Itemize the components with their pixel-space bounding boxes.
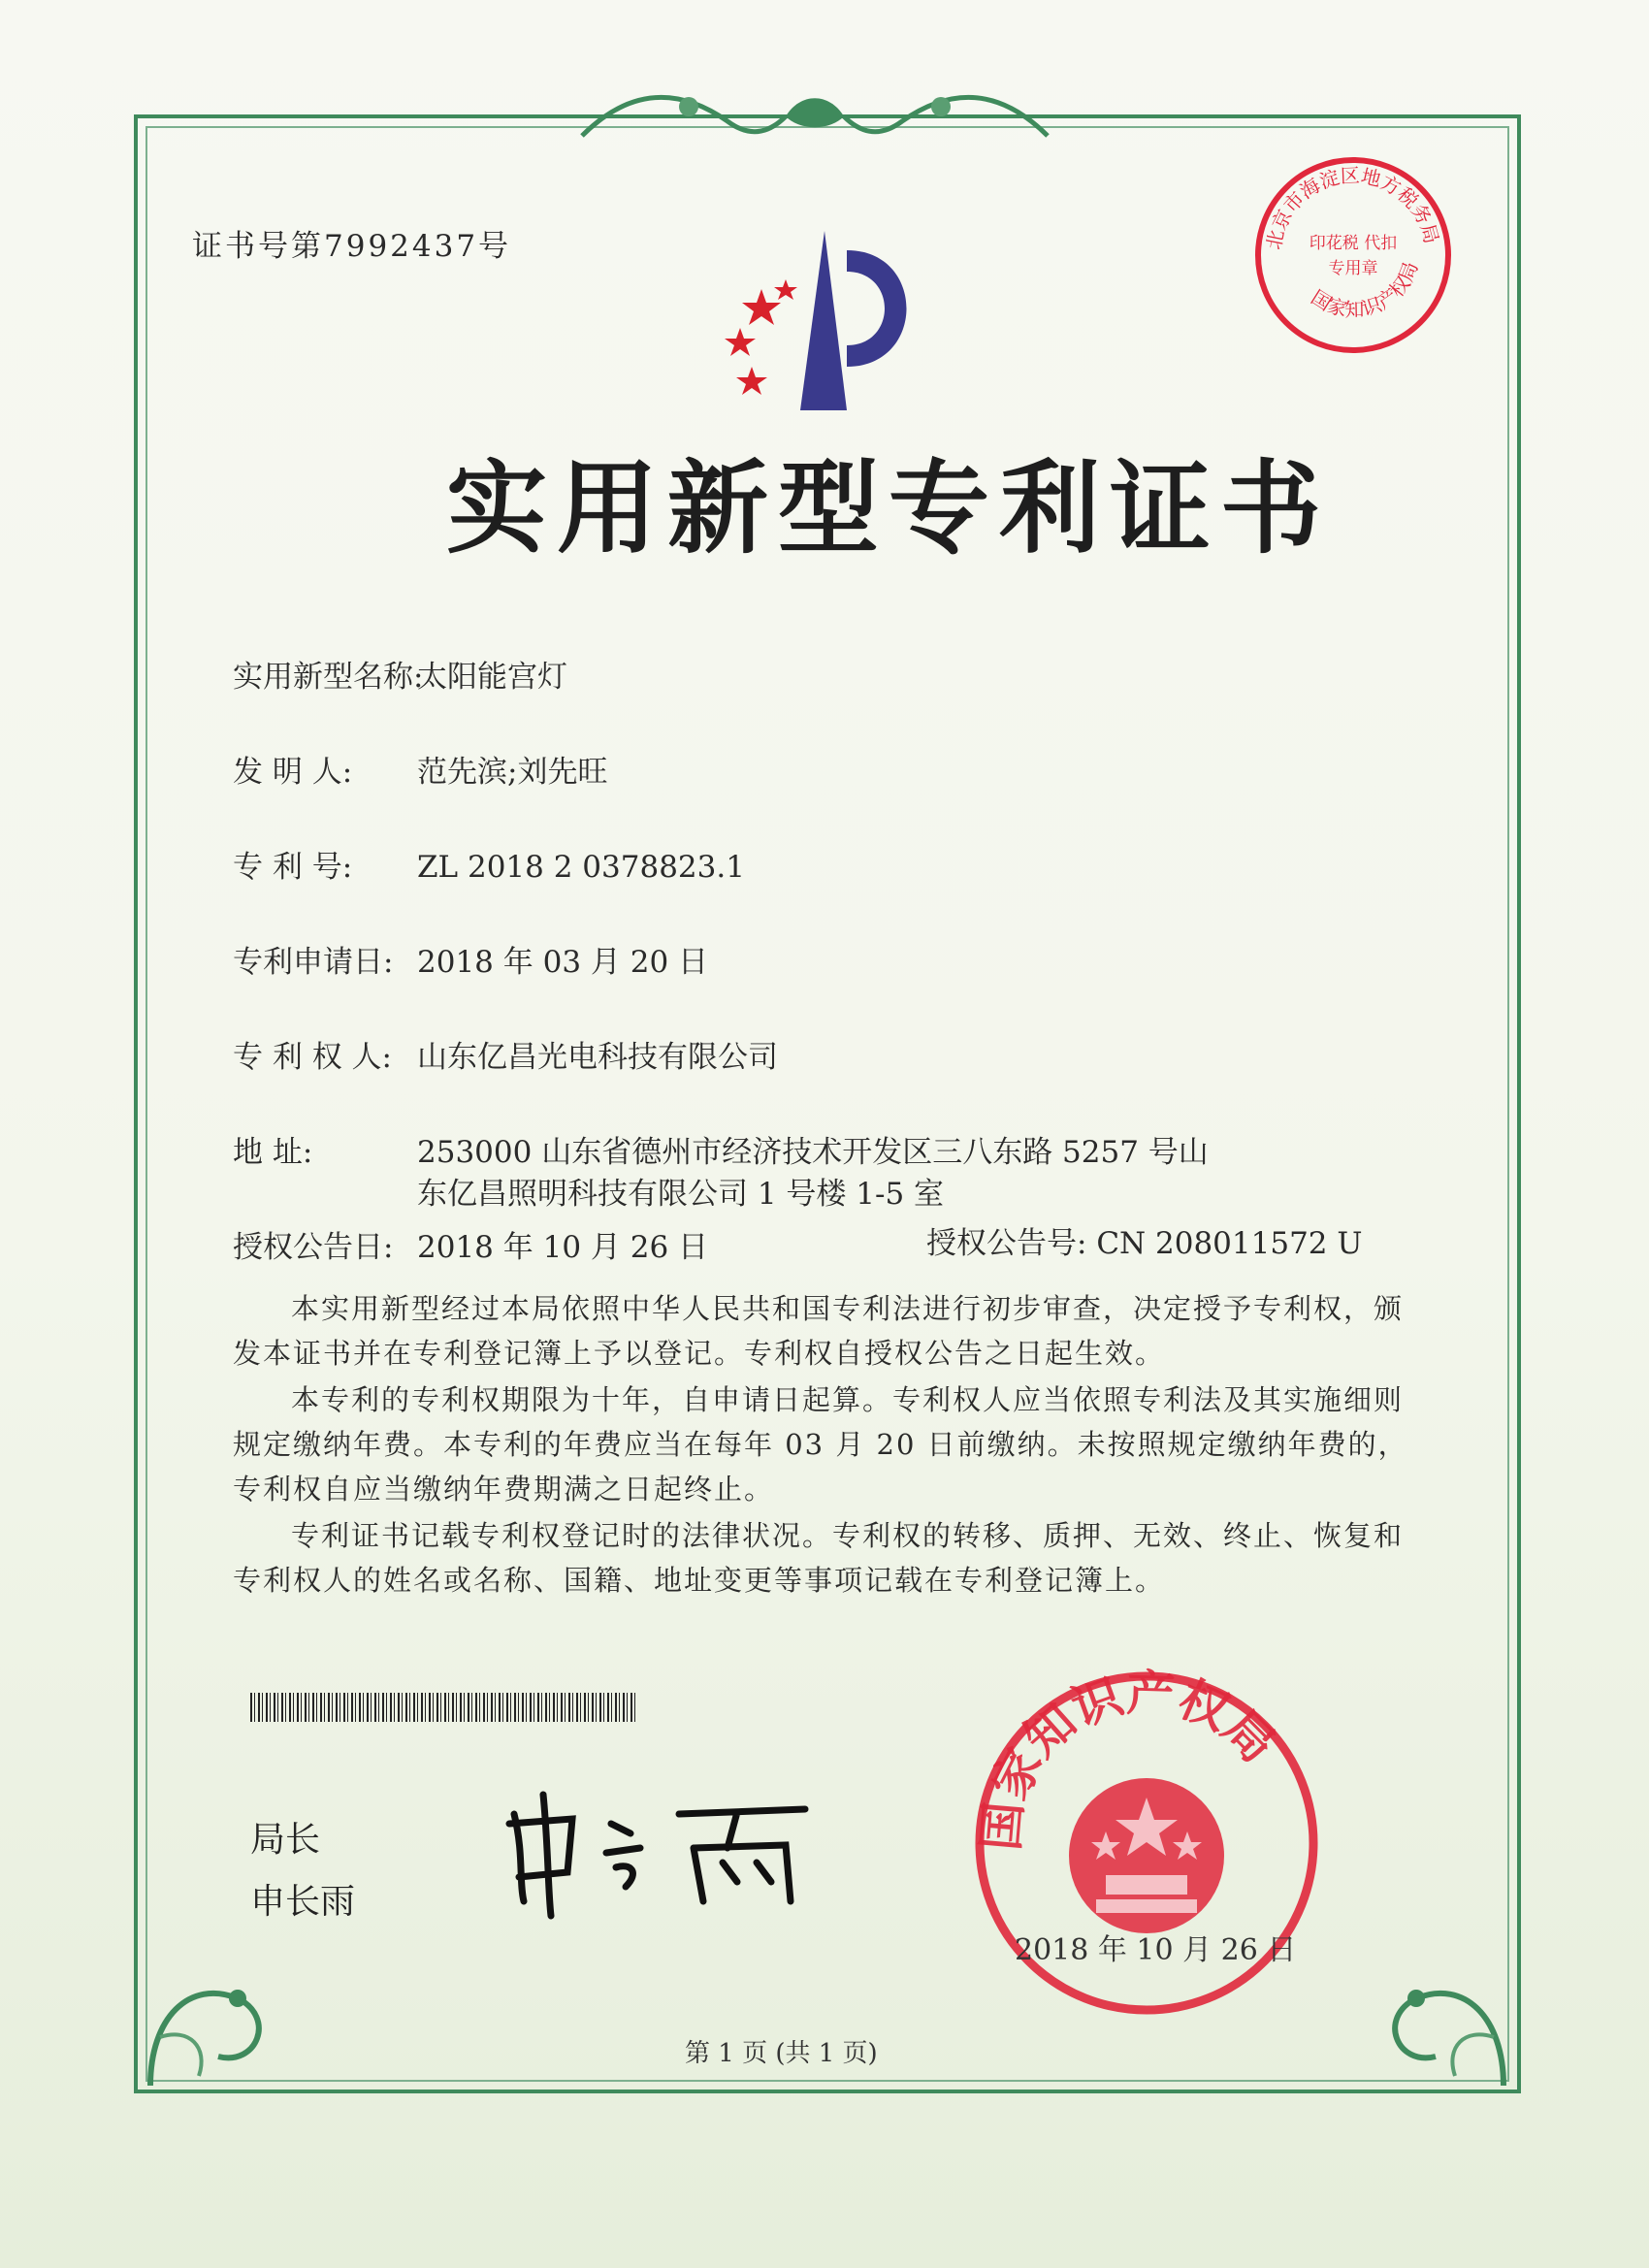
field-grant-no-value: CN 208011572 U	[1096, 1226, 1363, 1261]
paragraph-3-text: 专利证书记载专利权登记时的法律状况。专利权的转移、质押、无效、终止、恢复和专利权人的姓名或名称、国籍、地址变更等事项记载在专利登记簿上。	[233, 1519, 1405, 1597]
field-address-label: 地 址:	[233, 1135, 313, 1170]
field-patent-no-row	[233, 842, 745, 886]
field-holder-value: 山东亿昌光电科技有限公司	[417, 1040, 778, 1075]
tax-seal-outer-text: 北京市海淀区地方税务局	[1261, 163, 1444, 252]
field-name-value: 太阳能宫灯	[417, 660, 567, 695]
field-inventor-value: 范先滨;刘先旺	[417, 755, 608, 790]
field-address-line1: 253000 山东省德州市经济技术开发区三八东路 5257 号山	[417, 1135, 1209, 1170]
field-name-label: 实用新型名称:	[233, 660, 424, 695]
director-name: 申长雨	[250, 1882, 356, 1922]
director-title: 局长	[250, 1820, 321, 1860]
field-name-row	[233, 652, 567, 696]
field-grant-no-label: 授权公告号:	[926, 1226, 1087, 1261]
tax-seal-stamp	[1251, 153, 1455, 357]
bottom-right-ornament	[1329, 1940, 1523, 2095]
field-grant-date-row	[233, 1222, 708, 1266]
field-inventor-row	[233, 747, 607, 791]
field-inventor-label: 发 明 人:	[233, 755, 353, 790]
paragraph-2	[233, 1377, 1426, 1511]
seal-date: 2018 年 10 月 26 日	[1015, 1933, 1297, 1967]
field-app-date-row	[233, 937, 708, 981]
field-grant-no-row	[926, 1218, 1363, 1262]
certificate-number: 证书号第7992437号	[192, 229, 512, 264]
paragraph-3	[233, 1513, 1426, 1603]
paragraph-2-text: 本专利的专利权期限为十年，自申请日起算。专利权人应当依照专利法及其实施细则规定缴纳年费。本专利的年费应当在每年 03 月 20 日前缴纳。未按照规定缴纳年费的，专利权自应当缴纳年费期满之日起终止。	[233, 1383, 1408, 1506]
field-patent-no-label: 专 利 号:	[233, 850, 353, 885]
director-signature	[495, 1775, 844, 1921]
tax-seal-bottom-text: 国家知识产权局	[1307, 258, 1423, 322]
certificate-title: 实用新型专利证书	[446, 448, 1332, 567]
field-grant-date-label: 授权公告日:	[233, 1230, 394, 1265]
barcode	[250, 1693, 638, 1722]
field-patent-no-value: ZL 2018 2 0378823.1	[417, 850, 745, 885]
paragraph-1	[233, 1286, 1426, 1376]
field-address-row	[233, 1127, 1209, 1171]
seal-large-text: 国家知识产权局	[972, 1667, 1286, 1853]
sipo-logo-icon	[694, 221, 936, 415]
field-holder-label: 专 利 权 人:	[233, 1040, 393, 1075]
page-number: 第 1 页 (共 1 页)	[685, 2039, 878, 2068]
field-app-date-value: 2018 年 03 月 20 日	[417, 945, 709, 980]
tax-seal-inner-text: 印花税 代扣专用章	[1309, 234, 1398, 278]
field-holder-row	[233, 1032, 778, 1076]
field-address-line2: 东亿昌照明科技有限公司 1 号楼 1-5 室	[417, 1177, 945, 1212]
top-ornament	[572, 78, 1057, 155]
field-grant-date-value: 2018 年 10 月 26 日	[417, 1230, 709, 1265]
bottom-left-ornament	[131, 1940, 325, 2095]
paragraph-1-text: 本实用新型经过本局依照中华人民共和国专利法进行初步审查，决定授予专利权，颁发本证书并在专利登记簿上予以登记。专利权自授权公告之日起生效。	[233, 1292, 1405, 1370]
field-app-date-label: 专利申请日:	[233, 945, 394, 980]
